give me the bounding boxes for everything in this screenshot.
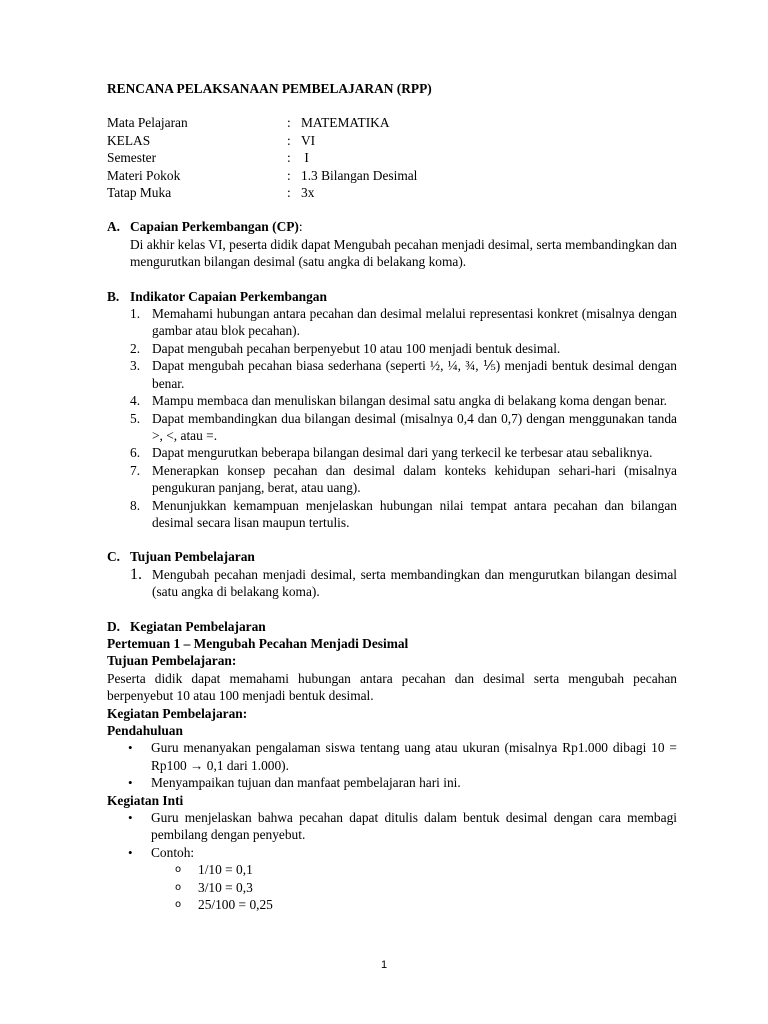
section-a-text: Di akhir kelas VI, peserta didik dapat Mengubah pecahan menjadi desimal, serta membandingkan dan mengurutkan bilangan desimal (satu angka di belakang koma). [130,236,677,270]
bullet-icon: • [128,844,133,860]
item-text: Mampu membaca dan menuliskan bilangan desimal satu angka di belakang koma dengan benar. [152,393,668,409]
section-a-heading [107,218,677,235]
item-text: Mengubah pecahan menjadi desimal, serta membandingkan dan mengurutkan bilangan desimal (satu angka di belakang koma). [152,566,677,600]
item-text: Dapat mengubah pecahan berpenyebut 10 atau 100 menjadi bentuk desimal. [152,340,561,356]
item-text: Dapat membandingkan dua bilangan desimal (misalnya 0,4 dan 0,7) dengan menggunakan tanda >, <, atau =. [152,410,677,443]
activity-heading: Kegiatan Pembelajaran: [107,705,248,721]
section-c [107,548,677,600]
list-item [128,844,677,861]
section-letter: C. [107,549,121,565]
section-heading: Capaian Perkembangan (CP) [130,219,299,235]
meta-value: 3x [301,185,315,201]
section-heading: Tujuan Pembelajaran [130,549,255,565]
item-text: Menyampaikan tujuan dan manfaat pembelajaran hari ini. [151,775,461,791]
item-text: Guru menjelaskan bahwa pecahan dapat ditulis dalam bentuk desimal dengan cara membagi pembilang dengan penyebut. [151,810,677,843]
list-item [130,340,677,357]
meta-value: VI [301,132,316,148]
core-heading: Kegiatan Inti [107,792,184,808]
section-heading: Indikator Capaian Perkembangan [130,288,327,304]
list-item [128,809,677,844]
page-number: 1 [380,959,388,971]
item-text: Dapat mengubah pecahan biasa sederhana (seperti ½, ¼, ¾, ⅕) menjadi bentuk desimal dengan benar. [152,358,677,391]
document-body [107,80,677,913]
item-text: Memahami hubungan antara pecahan dan desimal melalui representasi konkret (misalnya dengan gambar atau blok pecahan). [152,306,677,339]
item-number: 5. [130,410,141,426]
item-number: 1. [130,565,142,583]
meta-label: KELAS [107,132,151,148]
section-b [107,288,677,532]
meta-separator: : [287,115,291,131]
section-heading: Kegiatan Pembelajaran [130,618,266,634]
meta-table [107,114,677,201]
item-text: Guru menanyakan pengalaman siswa tentang uang atau ukuran (misalnya Rp1.000 dibagi 10 = Rp100 → 0,1 dari 1.000). [151,740,677,773]
example-text: 1/10 = 0,1 [198,862,253,878]
bullet-icon: • [128,810,133,826]
example-list [107,861,677,913]
objective-list [107,566,677,601]
item-number: 2. [130,340,141,356]
list-item [130,462,677,497]
bullet-icon: • [128,775,133,791]
meta-label: Materi Pokok [107,167,181,183]
sub-bullet-icon: o [175,899,182,911]
list-item [128,774,677,791]
item-text: Menerapkan konsep pecahan dan desimal dalam konteks kehidupan sehari-hari (misalnya pengukuran panjang, berat, atau uang). [152,462,677,496]
document-title: RENCANA PELAKSANAAN PEMBELAJARAN (RPP) [107,81,432,96]
list-item [130,444,677,461]
section-c-heading [107,548,677,565]
list-item [130,566,677,601]
list-item [175,896,677,913]
intro-heading: Pendahuluan [107,723,183,738]
item-number: 6. [130,445,141,461]
section-letter: A. [107,219,121,235]
list-item [130,357,677,392]
core-list [107,809,677,861]
goal-text: Peserta didik dapat memahami hubungan antara pecahan dan desimal serta mengubah pecahan berpenyebut 10 atau 100 menjadi bentuk desimal. [107,670,677,704]
list-item [130,497,677,532]
section-b-heading [107,288,677,305]
section-letter: B. [107,288,120,304]
meeting-title: Pertemuan 1 – Mengubah Pecahan Menjadi Desimal [107,635,409,651]
item-number: 7. [130,462,141,478]
meta-separator: : [287,150,291,166]
item-text: Dapat mengurutkan beberapa bilangan desimal dari yang terkecil ke terbesar atau sebaliknya. [152,445,653,461]
sub-bullet-icon: o [175,864,182,876]
list-item [175,861,677,878]
meta-value: MATEMATIKA [301,115,390,131]
item-number: 4. [130,393,141,409]
item-text: Contoh: [151,844,195,860]
example-text: 25/100 = 0,25 [198,897,273,913]
goal-heading: Tujuan Pembelajaran: [107,653,237,669]
section-heading-text [130,218,303,235]
meta-separator: : [287,167,291,183]
section-a [107,218,677,270]
bullet-icon: • [128,740,133,756]
sub-bullet-icon: o [175,881,182,893]
list-item [128,739,677,774]
heading-colon: : [298,219,303,235]
list-item [175,879,677,896]
meta-label: Tatap Muka [107,185,172,201]
meta-value: 1.3 Bilangan Desimal [301,167,418,183]
example-text: 3/10 = 0,3 [198,879,253,895]
item-text: Menunjukkan kemampuan menjelaskan hubungan nilai tempat antara pecahan dan bilangan desimal secara lisan maupun tertulis. [152,497,677,530]
section-d-heading [107,618,677,635]
meta-separator: : [287,132,291,148]
list-item [130,305,677,340]
meta-label: Semester [107,150,157,166]
meta-separator: : [287,185,291,201]
item-number: 1. [130,306,141,322]
section-letter: D. [107,618,121,634]
section-d [107,618,677,914]
list-item [130,410,677,445]
meta-value: I [301,150,309,166]
intro-list [107,739,677,791]
meta-label: Mata Pelajaran [107,115,188,131]
item-number: 8. [130,497,141,513]
indicator-list [107,305,677,531]
list-item [130,392,677,409]
item-number: 3. [130,358,141,374]
